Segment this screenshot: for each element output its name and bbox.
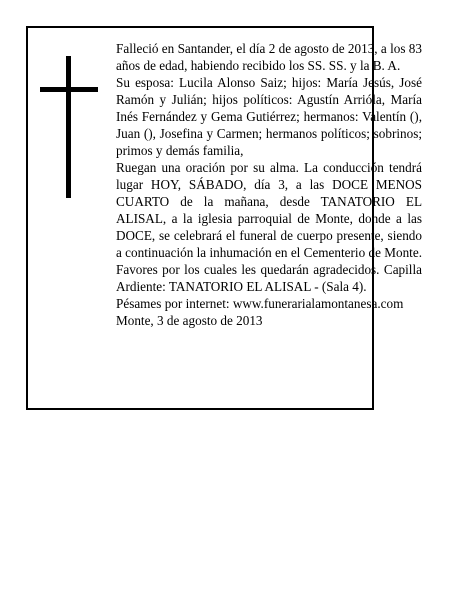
place-date: Monte, 3 de agosto de 2013 [116,313,263,328]
funeral-details: Ruegan una oración por su alma. La conducción tendrá lugar HOY, SÁBADO, día 3, a las DOCE MENOS CUARTO de la mañana, desde TANATORIO EL ALISAL, a la iglesia parroquial de Monte, donde a las DOCE, se celebrará el funeral de cuerpo presente, siendo a continuación la inhumación en el Cementerio de Monte. Favores por los cuales les quedarán agradecidos. Capilla Ardiente: TANATORIO EL ALISAL - (Sala 4). [116,160,422,294]
cross-icon [40,56,98,198]
family-list: Su esposa: Lucila Alonso Saiz; hijos: María Jesús, José Ramón y Julián; hijos políticos: Agustín Arrióla, María Inés Fernández y Gema Gutiérrez; hermanos: Valentín (), Juan (), Josefina y Carmen; hermanos políticos; sobrinos; primos y demás familia, [116,75,422,158]
cross-horizontal-bar [40,87,98,92]
cross-vertical-bar [66,56,71,198]
obituary-text [116,40,422,329]
condolences-website: Pésames por internet: www.funerarialamontanesa.com [116,296,404,311]
death-announcement: Falleció en Santander, el día 2 de agosto de 2013, a los 83 años de edad, habiendo recibido los SS. SS. y la B. A. [116,41,422,73]
obituary-notice [26,26,422,410]
